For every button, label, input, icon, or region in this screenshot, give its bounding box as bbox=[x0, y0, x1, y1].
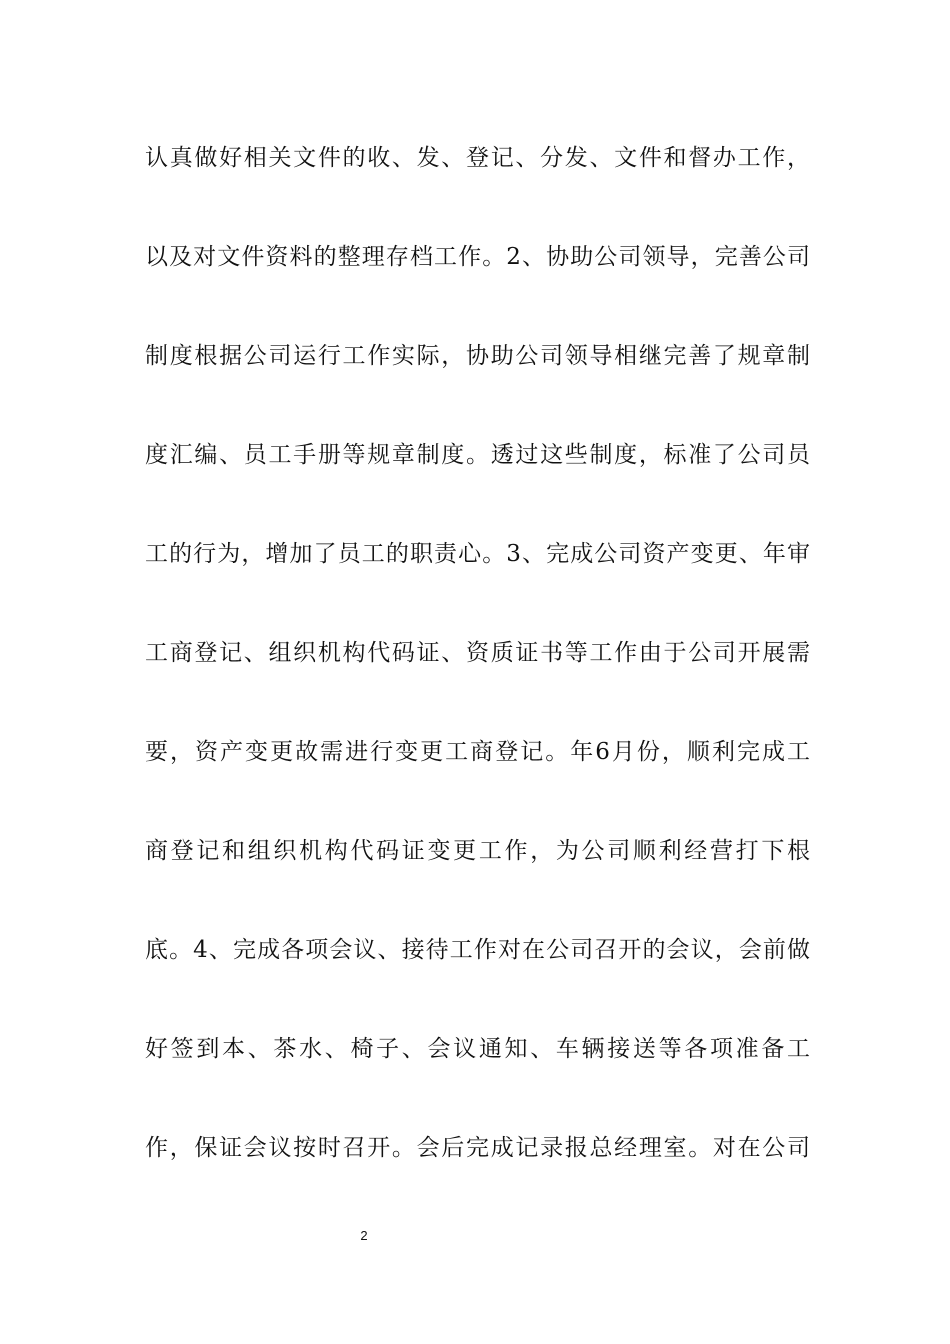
text-line-10: 好签到本、茶水、椅子、会议通知、车辆接送等各项准备工 bbox=[145, 1036, 810, 1062]
text-line-9: 底。4、完成各项会议、接待工作对在公司召开的会议，会前做 bbox=[145, 937, 810, 963]
text-line-1: 认真做好相关文件的收、发、登记、分发、文件和督办工作， bbox=[145, 145, 810, 171]
text-line-4: 度汇编、员工手册等规章制度。透过这些制度，标准了公司员 bbox=[145, 442, 810, 468]
page-number: 2 bbox=[360, 1228, 368, 1243]
text-line-2: 以及对文件资料的整理存档工作。2、协助公司领导，完善公司 bbox=[145, 244, 810, 270]
body-text bbox=[145, 136, 810, 1225]
text-line-7: 要，资产变更故需进行变更工商登记。年6月份，顺利完成工 bbox=[145, 739, 810, 765]
text-line-11: 作，保证会议按时召开。会后完成记录报总经理室。对在公司 bbox=[145, 1135, 810, 1161]
text-line-8: 商登记和组织机构代码证变更工作，为公司顺利经营打下根 bbox=[145, 838, 810, 864]
text-line-3: 制度根据公司运行工作实际，协助公司领导相继完善了规章制 bbox=[145, 343, 810, 369]
text-line-6: 工商登记、组织机构代码证、资质证书等工作由于公司开展需 bbox=[145, 640, 810, 666]
text-line-5: 工的行为，增加了员工的职责心。3、完成公司资产变更、年审 bbox=[145, 541, 810, 567]
